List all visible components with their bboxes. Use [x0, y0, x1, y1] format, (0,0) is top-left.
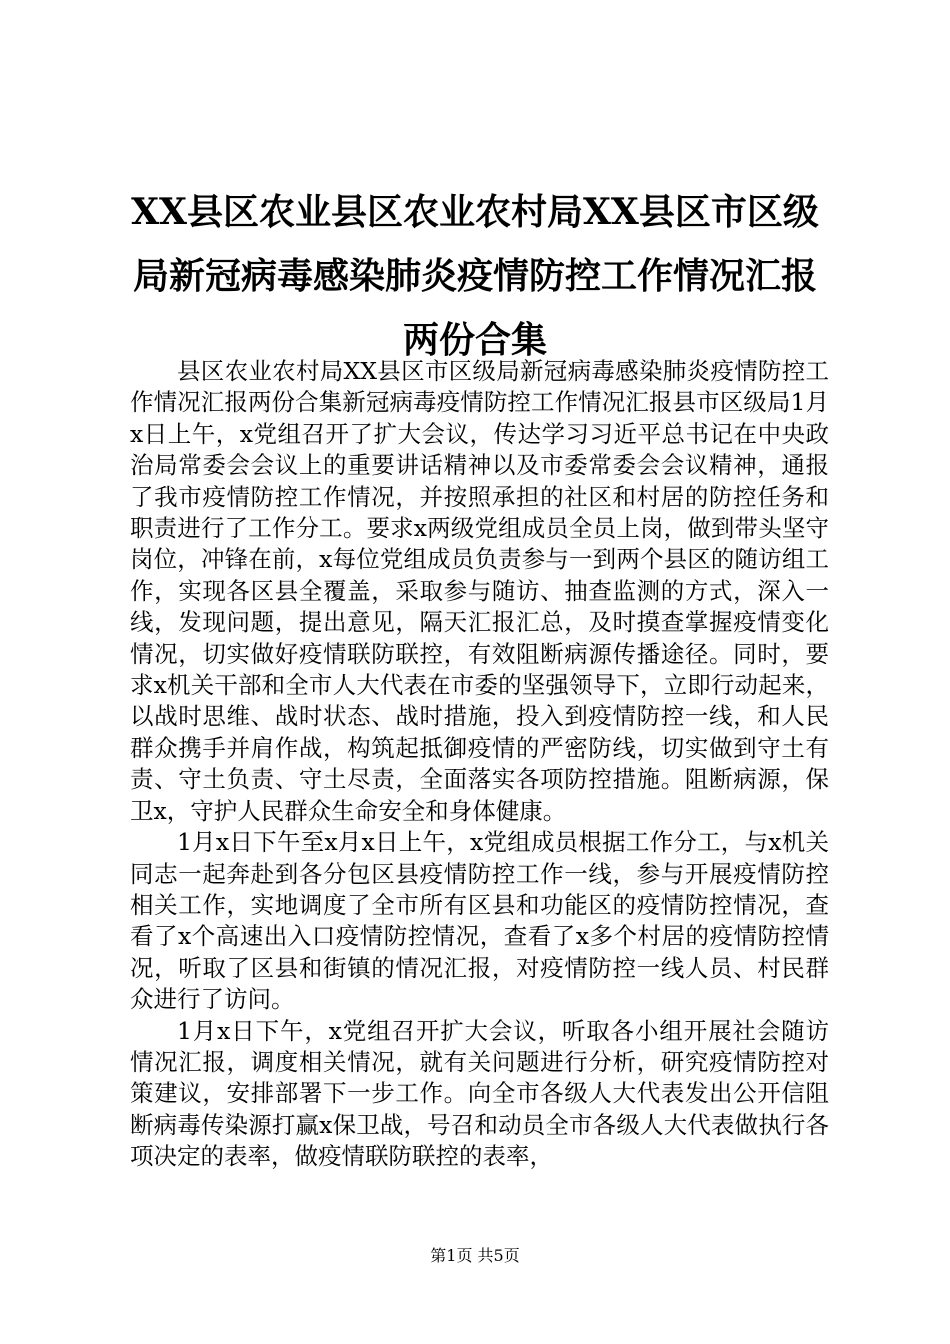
- document-body: [130, 356, 829, 1173]
- document-title: XX县区农业县区农业农村局XX县区市区级局新冠病毒感染肺炎疫情防控工作情况汇报两份合集: [131, 191, 819, 361]
- paragraph-1: 县区农业农村局XX县区市区级局新冠病毒感染肺炎疫情防控工作情况汇报两份合集新冠病毒疫情防控工作情况汇报县市区级局1月x日上午，x党组召开了扩大会议，传达学习习近平总书记在中央政治局常委会会议上的重要讲话精神以及市委常委会会议精神，通报了我市疫情防控工作情况，并按照承担的社区和村居的防控任务和职责进行了工作分工。要求x两级党组成员全员上岗，做到带头坚守岗位，冲锋在前，x每位党组成员负责参与一到两个县区的随访组工作，实现各区县全覆盖，采取参与随访、抽查监测的方式，深入一线，发现问题，提出意见，隔天汇报汇总，及时摸查掌握疫情变化情况，切实做好疫情联防联控，有效阻断病源传播途径。同时，要求x机关干部和全市人大代表在市委的坚强领导下，立即行动起来，以战时思维、战时状态、战时措施，投入到疫情防控一线，和人民群众携手并肩作战，构筑起抵御疫情的严密防线，切实做到守土有责、守土负责、守土尽责，全面落实各项防控措施。阻断病源，保卫x，守护人民群众生命安全和身体健康。: [130, 357, 829, 825]
- paragraph-3: 1月x日下午，x党组召开扩大会议，听取各小组开展社会随访情况汇报，调度相关情况，就有关问题进行分析，研究疫情防控对策建议，安排部署下一步工作。向全市各级人大代表发出公开信阻断病毒传染源打赢x保卫战，号召和动员全市各级人大代表做执行各项决定的表率，做疫情联防联控的表率，: [130, 1016, 829, 1171]
- page-footer: 第1页 共5页: [430, 1246, 520, 1265]
- paragraph-2: 1月x日下午至x月x日上午，x党组成员根据工作分工，与x机关同志一起奔赴到各分包区县疫情防控工作一线，参与开展疫情防控相关工作，实地调度了全市所有区县和功能区的疫情防控情况，查看了x个高速出入口疫情防控情况，查看了x多个村居的疫情防控情况，听取了区县和街镇的情况汇报，对疫情防控一线人员、村民群众进行了访问。: [130, 828, 829, 1014]
